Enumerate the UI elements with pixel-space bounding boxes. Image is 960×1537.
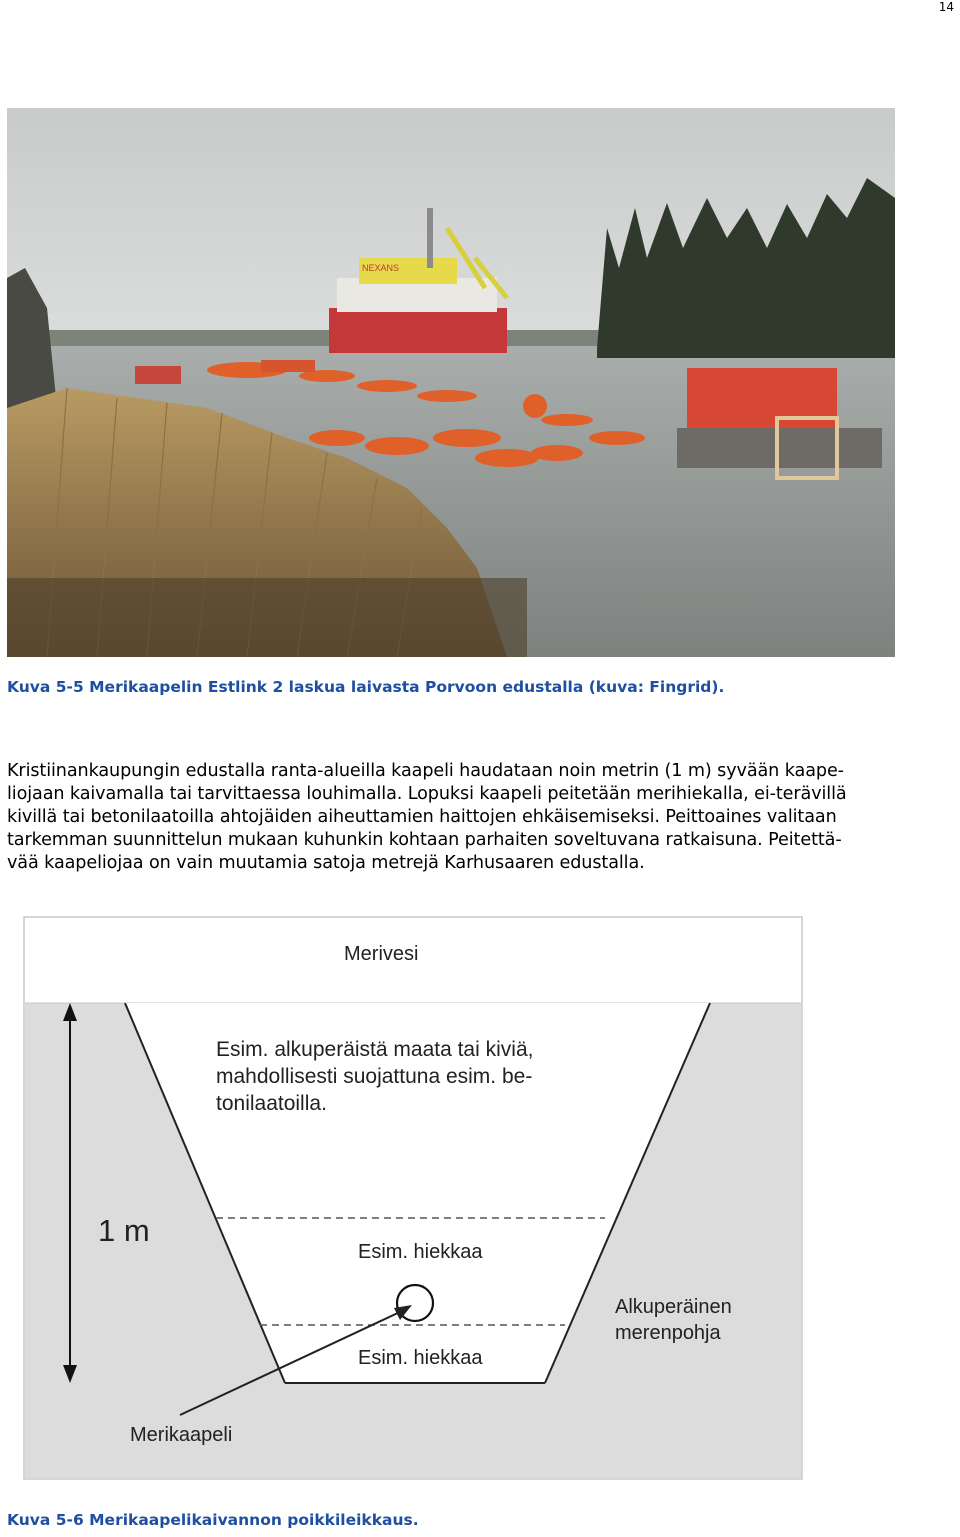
body-line: tarkemman suunnittelun mukaan kuhunkin kohtaan parhaiten soveltuvana ratkaisuna. Peitettä- bbox=[7, 830, 842, 850]
figure-caption-5-5: Kuva 5-5 Merikaapelin Estlink 2 laskua laivasta Porvoon edustalla (kuva: Fingrid). bbox=[7, 678, 725, 696]
label-depth: 1 m bbox=[98, 1213, 150, 1248]
body-line: liojaan kaivamalla tai tarvittaessa louhimalla. Lopuksi kaapeli peitetään merihiekalla, ei-terävillä bbox=[7, 784, 847, 804]
boat-middle bbox=[261, 360, 315, 372]
label-cover-line-3: tonilaatoilla. bbox=[216, 1092, 327, 1115]
page-number: 14 bbox=[938, 0, 954, 14]
label-sand-upper: Esim. hiekkaa bbox=[358, 1241, 483, 1263]
label-cable: Merikaapeli bbox=[130, 1424, 233, 1446]
cable-laying-photo bbox=[7, 108, 895, 657]
body-paragraph bbox=[7, 760, 951, 875]
figure-caption-5-6: Kuva 5-6 Merikaapelikaivannon poikkileikkaus. bbox=[7, 1511, 419, 1529]
label-seabed-line-2: merenpohja bbox=[615, 1322, 721, 1344]
body-line: vää kaapeliojaa on vain muutamia satoja metrejä Karhusaaren edustalla. bbox=[7, 853, 645, 873]
boat-left bbox=[135, 366, 181, 384]
vessel-name: NEXANS bbox=[362, 263, 400, 273]
label-seabed-line-1: Alkuperäinen bbox=[615, 1296, 732, 1318]
ground-debris bbox=[7, 578, 527, 657]
trench-cross-section-diagram bbox=[20, 913, 808, 1483]
label-cover-line-2: mahdollisesti suojattuna esim. be- bbox=[216, 1065, 533, 1088]
label-sand-lower: Esim. hiekkaa bbox=[358, 1347, 483, 1369]
label-sea-water: Merivesi bbox=[344, 943, 419, 965]
body-line: kivillä tai betonilaatoilla ahtojäiden aiheuttamien haittojen ehkäisemiseksi. Peittoaines valitaan bbox=[7, 807, 837, 827]
body-line: Kristiinankaupungin edustalla ranta-alueilla kaapeli haudataan noin metrin (1 m) syvään kaape- bbox=[7, 761, 844, 781]
label-cover-line-1: Esim. alkuperäistä maata tai kiviä, bbox=[216, 1038, 534, 1061]
